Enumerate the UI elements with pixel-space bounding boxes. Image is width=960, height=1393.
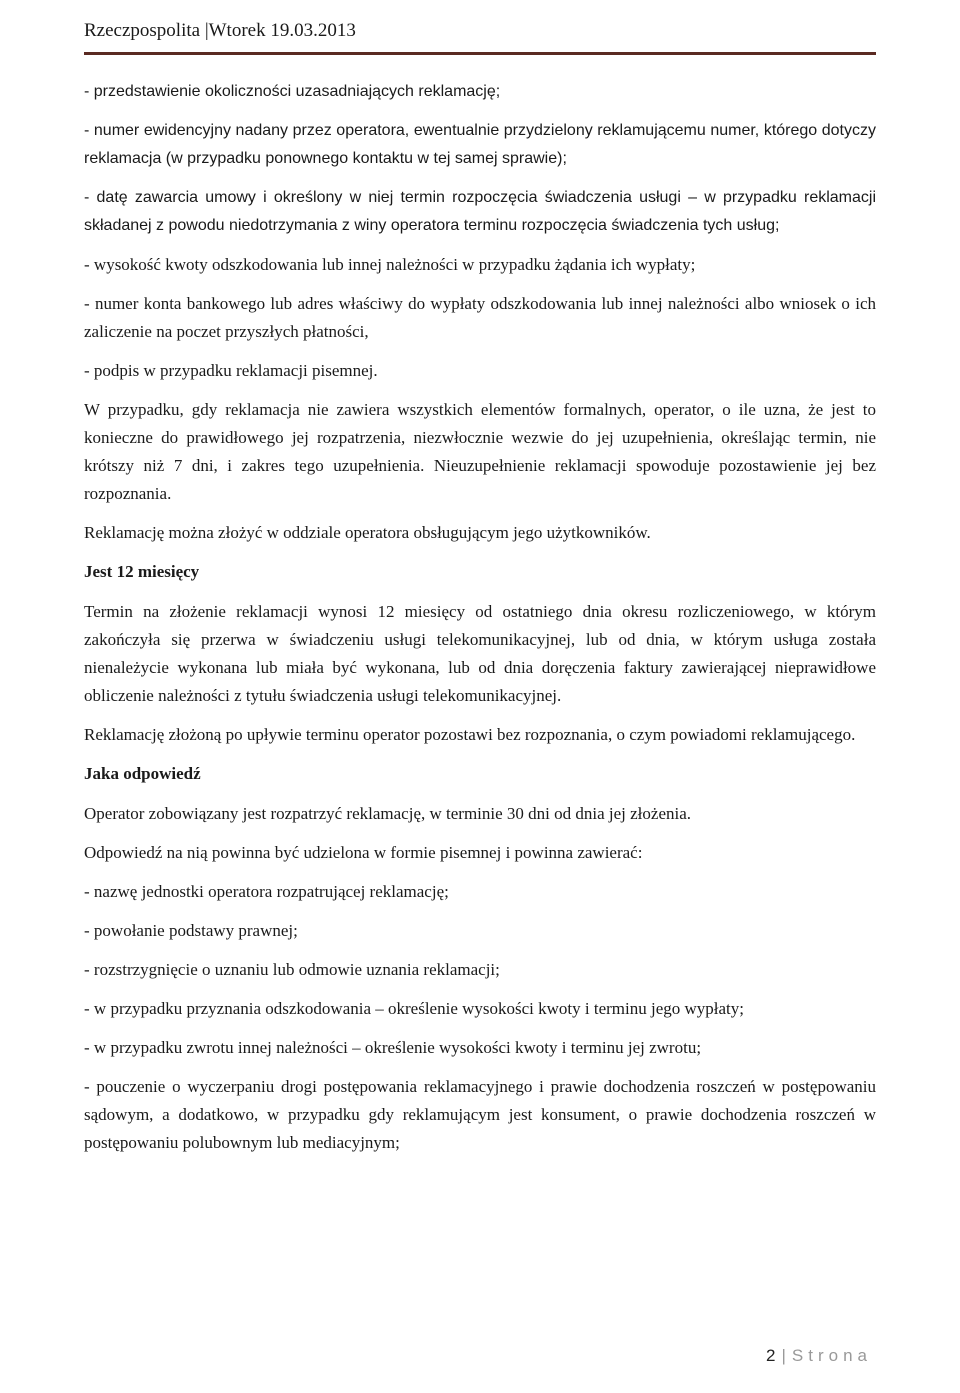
page-footer <box>766 1346 872 1366</box>
footer-separator: | <box>781 1346 786 1365</box>
list-item: - wysokość kwoty odszkodowania lub innej należności w przypadku żądania ich wypłaty; <box>84 255 696 274</box>
list-item: - przedstawienie okoliczności uzasadniających reklamację; <box>84 83 501 100</box>
section-heading: Jest 12 miesięcy <box>84 562 200 581</box>
body-paragraph: Operator zobowiązany jest rozpatrzyć reklamację, w terminie 30 dni od dnia jej złożenia. <box>84 804 692 823</box>
list-item: - powołanie podstawy prawnej; <box>84 921 298 940</box>
list-item: - rozstrzygnięcie o uznaniu lub odmowie uznania reklamacji; <box>84 960 500 979</box>
header-title: Rzeczpospolita |Wtorek 19.03.2013 <box>84 20 356 41</box>
body-paragraph: Termin na złożenie reklamacji wynosi 12 miesięcy od ostatniego dnia okresu rozliczeniowego, w którym zakończyła się przerwa w świadczeniu usługi telekomunikacyjnej, lub od dnia, w którym usługa została nienależycie wykonana lub miała być wykonana, lub od dnia doręczenia faktury zawierającej nieprawidłowe obliczenie należności z tytułu świadczenia usługi telekomunikacyjnej. <box>84 602 876 705</box>
list-item: - numer ewidencyjny nadany przez operatora, ewentualnie przydzielony reklamującemu numer, którego dotyczy reklamacja (w przypadku ponownego kontaktu w tej samej sprawie); <box>84 122 876 167</box>
body-paragraph: W przypadku, gdy reklamacja nie zawiera wszystkich elementów formalnych, operator, o ile uzna, że jest to konieczne do prawidłowego jej rozpatrzenia, niezwłocznie wezwie do jej uzupełnienia, określając termin, nie krótszy niż 7 dni, i zakres tego uzupełnienia. Nieuzupełnienie reklamacji spowoduje pozostawienie jej bez rozpoznania. <box>84 400 876 503</box>
list-item: - datę zawarcia umowy i określony w niej termin rozpoczęcia świadczenia usługi – w przypadku reklamacji składanej z powodu niedotrzymania z winy operatora terminu rozpoczęcia świadczenia tych usług; <box>84 189 876 234</box>
body-paragraph: Odpowiedź na nią powinna być udzielona w formie pisemnej i powinna zawierać: <box>84 843 643 862</box>
list-item: - w przypadku zwrotu innej należności – określenie wysokości kwoty i terminu jej zwrotu; <box>84 1038 702 1057</box>
body-paragraph: Reklamację złożoną po upływie terminu operator pozostawi bez rozpoznania, o czym powiadomi reklamującego. <box>84 725 856 744</box>
document-body <box>84 78 876 1168</box>
body-paragraph: Reklamację można złożyć w oddziale operatora obsługującym jego użytkowników. <box>84 523 651 542</box>
list-item: - pouczenie o wyczerpaniu drogi postępowania reklamacyjnego i prawie dochodzenia roszczeń w postępowaniu sądowym, a dodatkowo, w przypadku gdy reklamującym jest konsument, o prawie dochodzenia roszczeń w postępowaniu polubownym lub mediacyjnym; <box>84 1077 876 1152</box>
list-item: - w przypadku przyznania odszkodowania – określenie wysokości kwoty i terminu jego wypłaty; <box>84 999 745 1018</box>
list-item: - numer konta bankowego lub adres właściwy do wypłaty odszkodowania lub innej należności albo wniosek o ich zaliczenie na poczet przyszłych płatności, <box>84 294 876 341</box>
section-heading: Jaka odpowiedź <box>84 764 201 783</box>
page-word: Strona <box>791 1346 872 1365</box>
page-header <box>84 16 876 55</box>
page-number: 2 <box>766 1346 776 1365</box>
list-item: - nazwę jednostki operatora rozpatrującej reklamację; <box>84 882 449 901</box>
list-item: - podpis w przypadku reklamacji pisemnej. <box>84 361 378 380</box>
